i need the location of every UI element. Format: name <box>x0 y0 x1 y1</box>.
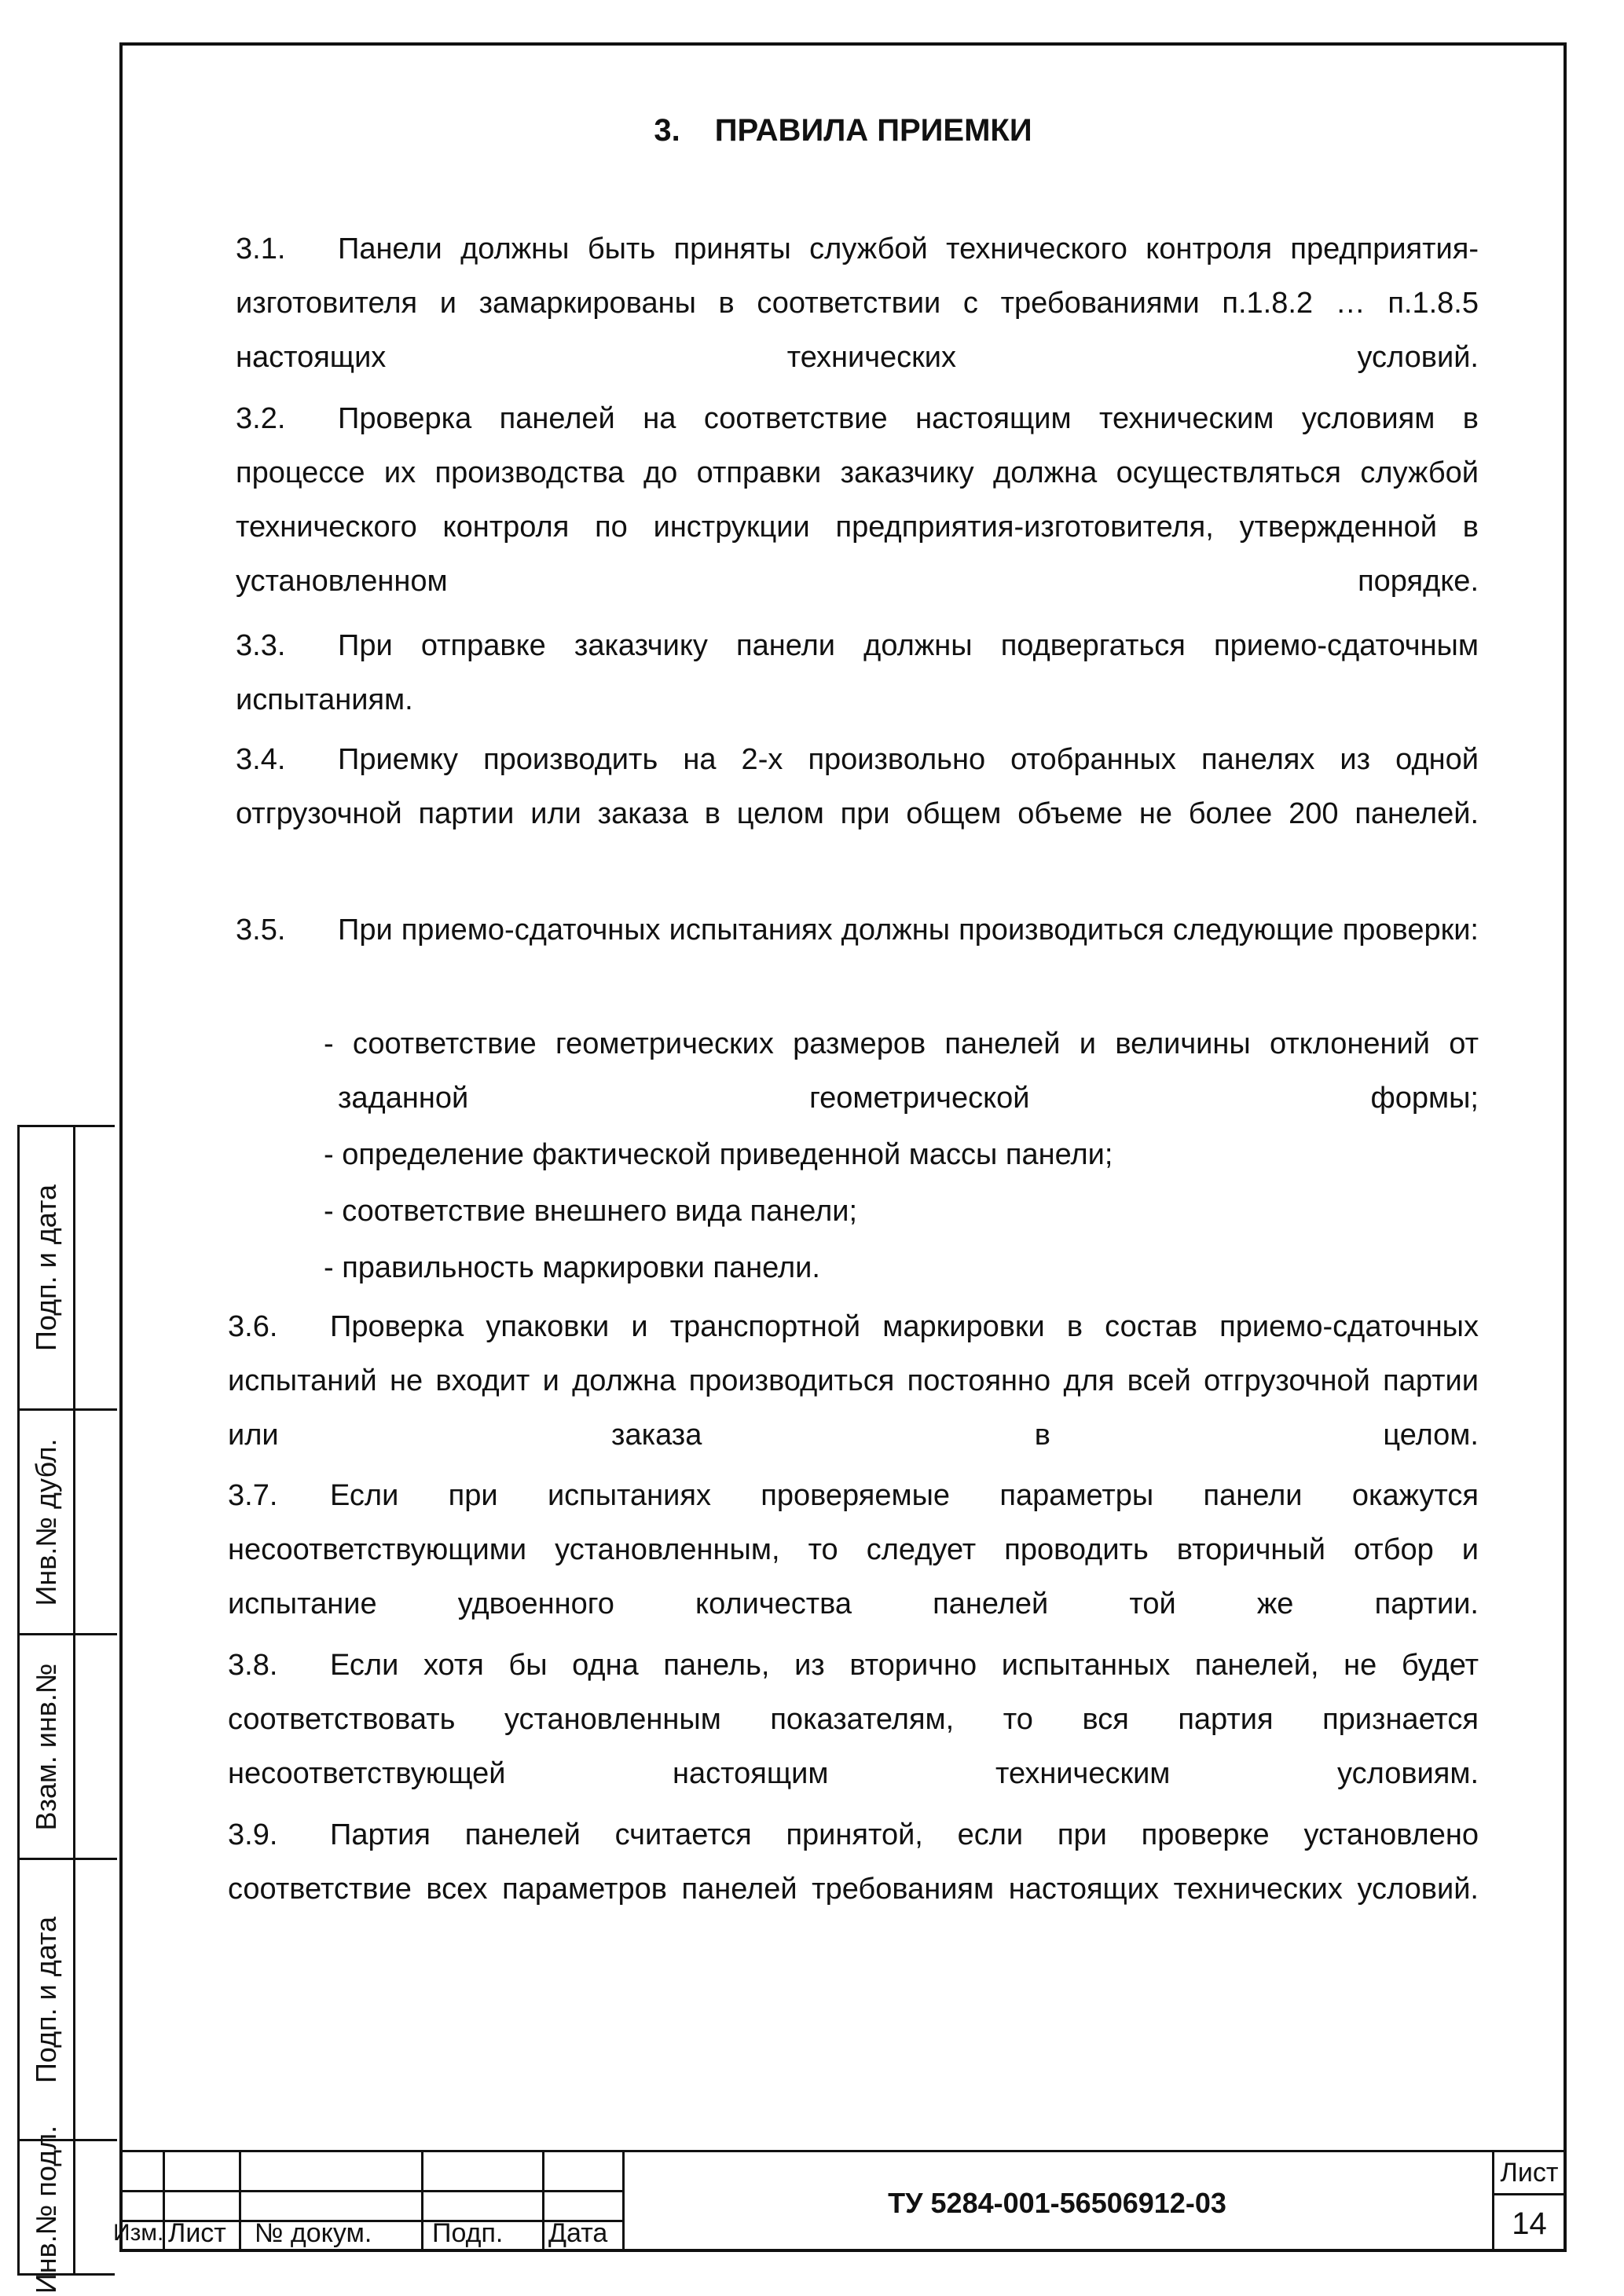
document-code: ТУ 5284-001-56506912-03 <box>888 2187 1226 2219</box>
paragraph-number: 3.3. <box>236 629 286 662</box>
paragraph-text: Партия панелей считается принятой, если при проверке установлено соответствие всех параметров панелей требованиям настоящих технических условий. <box>228 1818 1479 1906</box>
paragraph-number: 3.6. <box>228 1310 278 1343</box>
paragraph-number: 3.5. <box>236 914 286 947</box>
paragraph-3-7 <box>228 1469 1479 1631</box>
column-label-change: Изм. <box>113 2220 164 2246</box>
title-block-divider <box>421 2152 423 2252</box>
paragraph-3-5 <box>236 903 1479 958</box>
paragraph-3-8 <box>228 1639 1479 1801</box>
side-stamp <box>17 1125 115 2294</box>
paragraph-number: 3.1. <box>236 233 286 265</box>
side-cell-sign-date <box>20 1127 73 1408</box>
paragraph-number: 3.8. <box>228 1649 278 1682</box>
paragraph-3-3 <box>236 619 1479 727</box>
check-item-appearance: - соответствие внешнего вида панели; <box>324 1195 858 1228</box>
check-item-mass: - определение фактической приведенной массы панели; <box>324 1138 1113 1171</box>
paragraph-number: 3.7. <box>228 1479 278 1512</box>
title-block-row-line <box>119 2190 622 2192</box>
column-label-signature: Подп. <box>432 2218 504 2248</box>
paragraph-text: Панели должны быть приняты службой технического контроля предприятия-изготовителя и замаркированы в соответствии с требованиями п.1.8.2 … п.1.8.5 настоящих технических условий. <box>236 233 1479 374</box>
side-cell-sign-date-2 <box>20 1858 73 2139</box>
side-divider <box>73 1633 117 1635</box>
sheet-label: Лист <box>1500 2158 1559 2188</box>
side-divider <box>73 2139 117 2141</box>
column-label-sheet: Лист <box>168 2218 226 2248</box>
title-block-divider <box>542 2152 544 2252</box>
paragraph-text: Проверка упаковки и транспортной маркировки в состав приемо-сдаточных испытаний не входит и должна производиться постоянно для всей отгрузочной партии или заказа в целом. <box>228 1310 1479 1452</box>
side-cell-dup-inv <box>20 1408 73 1633</box>
side-stamp-divider <box>73 1127 75 2273</box>
section-title <box>119 112 1567 149</box>
title-block-divider <box>239 2152 241 2252</box>
section-number: 3. <box>654 113 680 148</box>
paragraph-text: При приемо-сдаточных испытаниях должны производиться следующие проверки: <box>338 914 1479 947</box>
check-item-geometry: - соответствие геометрических размеров панелей и величины отклонений от заданной геометрической формы; <box>324 1027 1479 1115</box>
sheet-number: 14 <box>1512 2206 1547 2241</box>
check-item-marking: - правильность маркировки панели. <box>324 1251 820 1284</box>
section-title-text: ПРАВИЛА ПРИЕМКИ <box>714 113 1032 148</box>
paragraph-text: Если при испытаниях проверяемые параметры панели окажутся несоответствующими установленным, то следует проводить вторичный отбор и испытание удвоенного количества панелей той же партии. <box>228 1479 1479 1620</box>
side-label-sign-date-2: Подп. и дата <box>30 1916 62 2083</box>
side-label-orig-inv: Инв.№ подл. <box>30 2125 62 2294</box>
side-label-replace-inv: Взам. инв.№ <box>30 1662 62 1831</box>
title-block-row-line <box>1492 2193 1567 2195</box>
side-label-dup-inv: Инв.№ дубл. <box>30 1438 62 1606</box>
paragraph-number: 3.4. <box>236 743 286 776</box>
paragraph-3-9 <box>228 1808 1479 1917</box>
paragraph-3-6 <box>228 1300 1479 1463</box>
paragraph-text: Приемку производить на 2-х произвольно отобранных панелях из одной отгрузочной партии или заказа в целом при общем объеме не более 200 панелей. <box>236 743 1479 830</box>
column-label-doc-number: № докум. <box>255 2218 372 2248</box>
paragraph-3-4 <box>236 733 1479 841</box>
side-cell-replace-inv <box>20 1633 73 1858</box>
paragraph-number: 3.2. <box>236 402 286 435</box>
side-label-sign-date: Подп. и дата <box>30 1184 62 1352</box>
paragraph-text: Если хотя бы одна панель, из вторично испытанных панелей, не будет соответствовать установленным показателям, то вся партия признается несоответствующей настоящим техническим условиям. <box>228 1649 1479 1790</box>
paragraph-text: При отправке заказчику панели должны подвергаться приемо-сдаточным испытаниям. <box>236 629 1479 716</box>
side-divider <box>73 1858 117 1860</box>
paragraph-text: Проверка панелей на соответствие настоящим техническим условиям в процессе их производства до отправки заказчику должна осуществляться службой технического контроля по инструкции предприятия-изготовителя, утвержденной в установленном порядке. <box>236 402 1479 598</box>
title-block <box>113 2150 1567 2252</box>
paragraph-number: 3.9. <box>228 1818 278 1851</box>
side-divider <box>73 1408 117 1411</box>
side-cell-orig-inv <box>20 2125 73 2294</box>
paragraph-3-1 <box>236 222 1479 385</box>
column-label-date: Дата <box>548 2218 608 2248</box>
paragraph-3-2 <box>236 392 1479 609</box>
